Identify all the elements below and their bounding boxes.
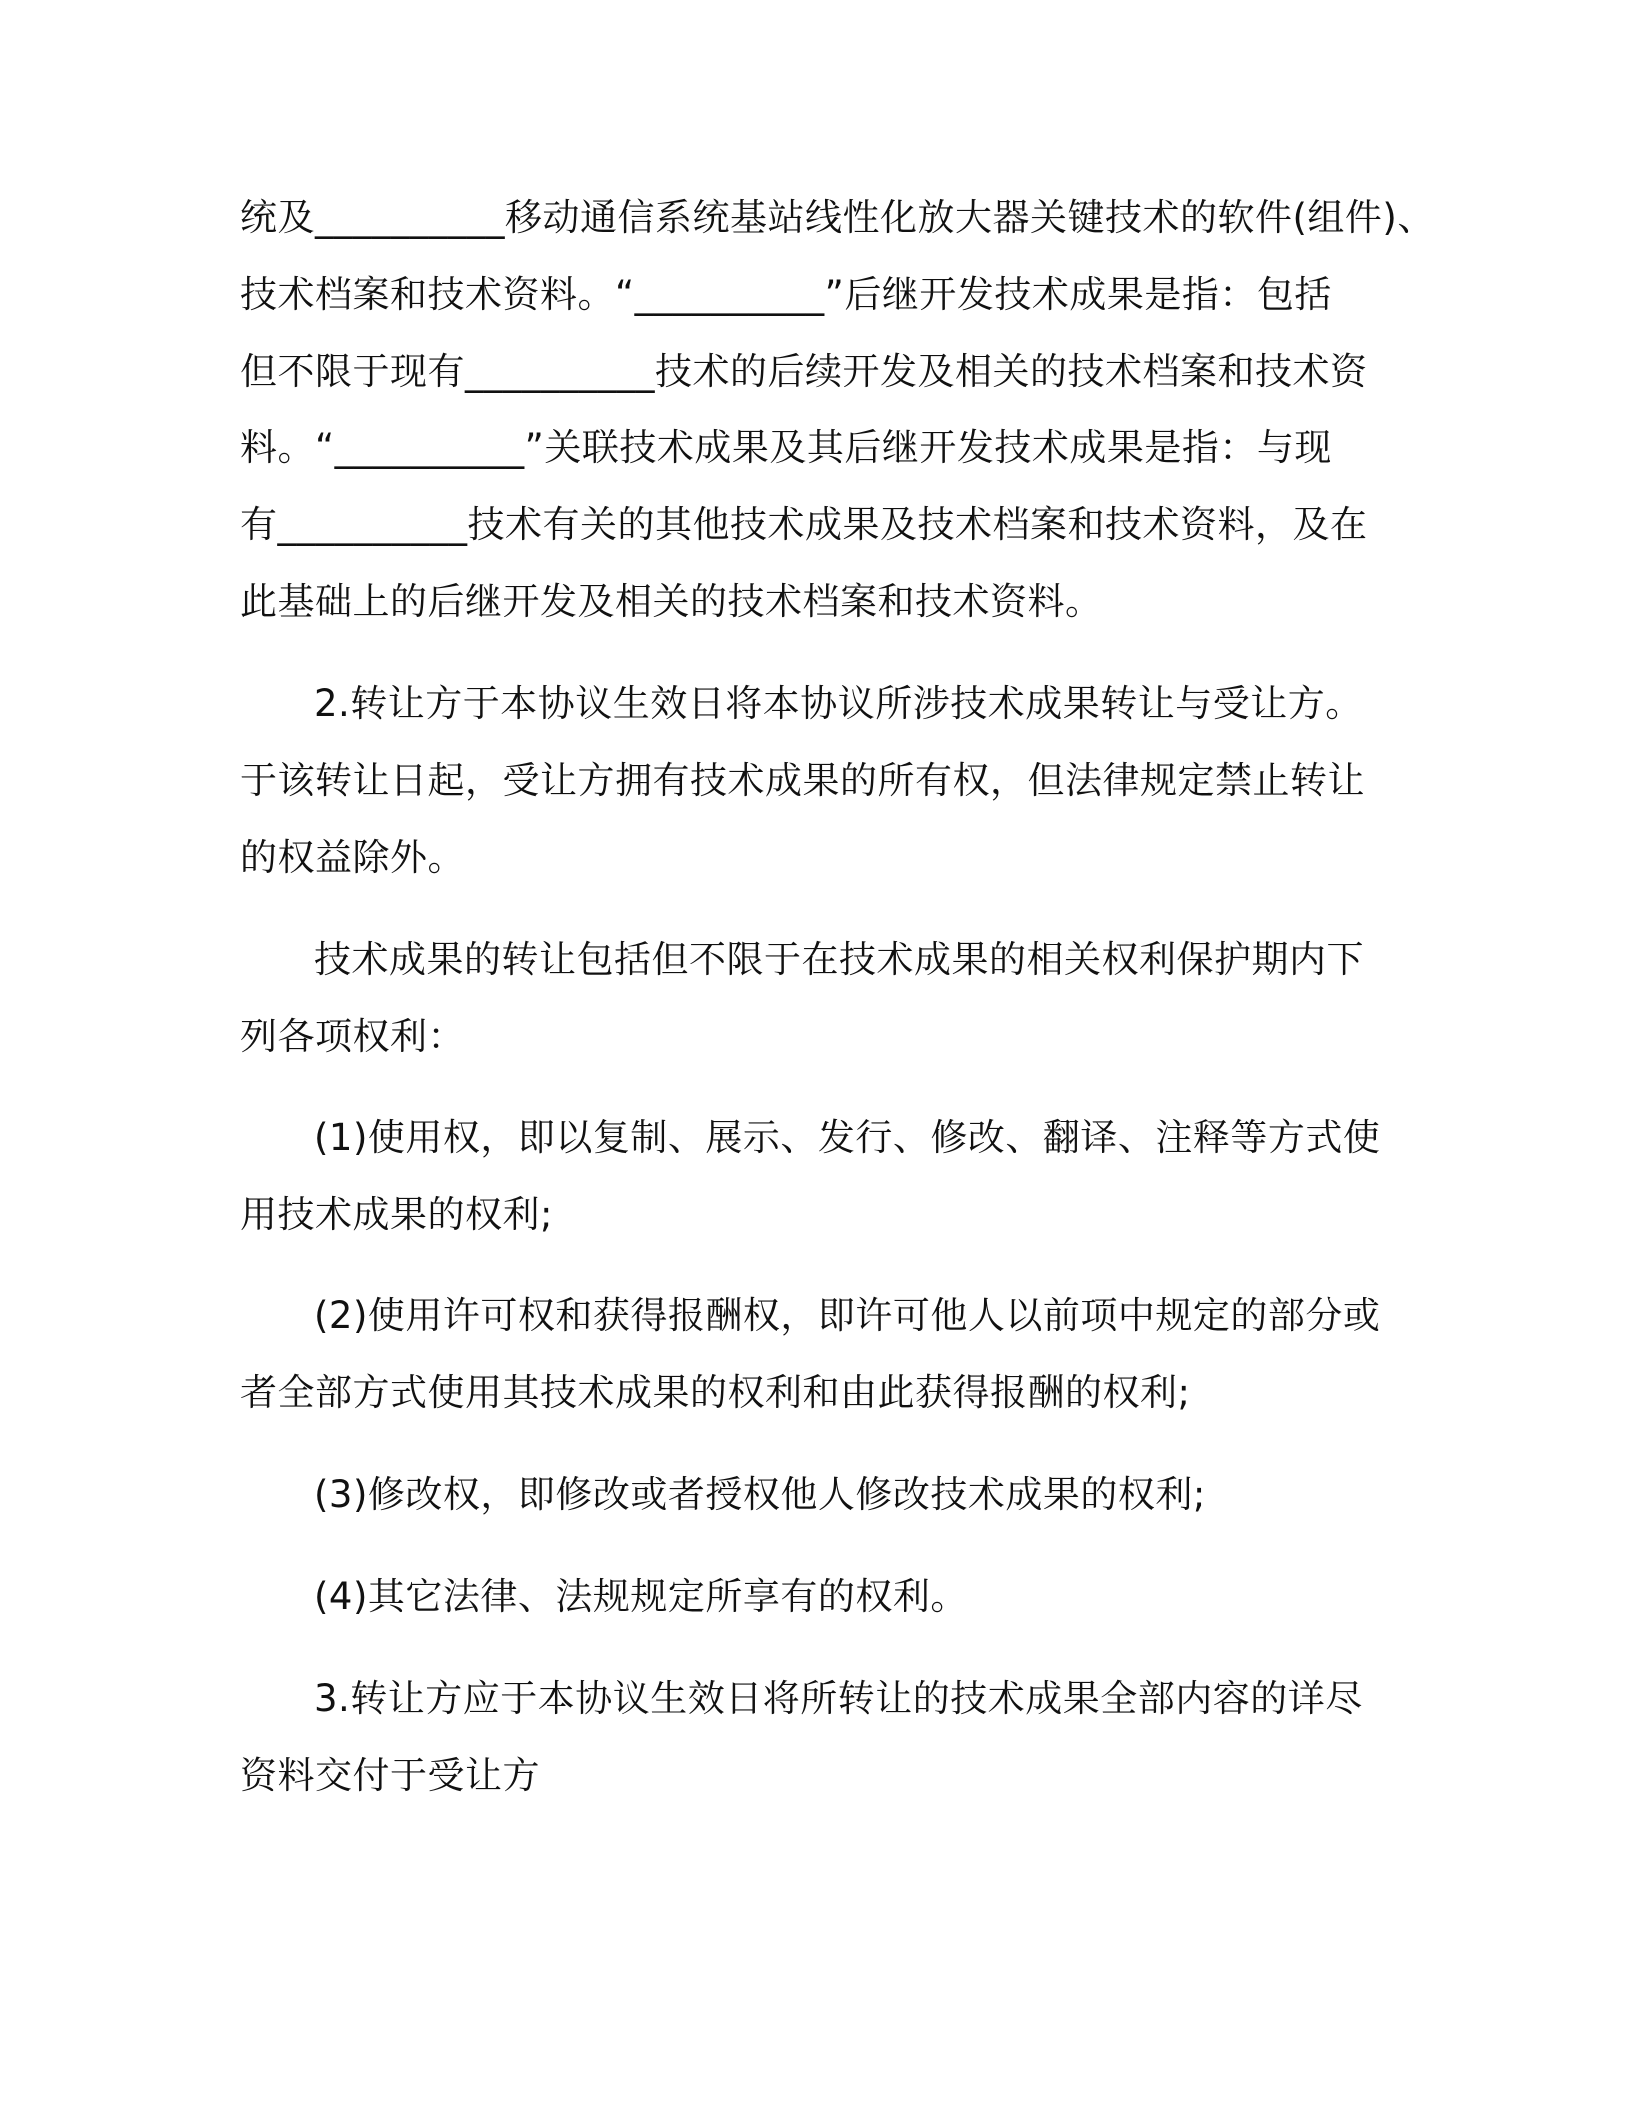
- item-4-line-1: (4)其它法律、法规规定所享有的权利。: [314, 1575, 968, 1618]
- paragraph-2-line-3: 的权益除外。: [240, 836, 465, 879]
- item-1-line-1: (1)使用权，即以复制、展示、发行、修改、翻译、注释等方式使: [314, 1116, 1381, 1159]
- paragraph-1-line-6: 此基础上的后继开发及相关的技术档案和技术资料。: [240, 580, 1103, 623]
- paragraph-4-line-1: 3.转让方应于本协议生效日将所转让的技术成果全部内容的详尽: [314, 1677, 1363, 1720]
- paragraph-2-line-1: 2.转让方于本协议生效日将本协议所涉技术成果转让与受让方。: [314, 682, 1363, 725]
- paragraph-1-line-3: 但不限于现有__________技术的后续开发及相关的技术档案和技术资: [240, 350, 1368, 393]
- item-2-line-2: 者全部方式使用其技术成果的权利和由此获得报酬的权利;: [240, 1371, 1191, 1414]
- paragraph-1-line-1: 统及__________移动通信系统基站线性化放大器关键技术的软件(组件)、: [240, 196, 1435, 239]
- item-1-line-2: 用技术成果的权利;: [240, 1193, 553, 1236]
- paragraph-1-line-4: 料。“__________”关联技术成果及其后继开发技术成果是指：与现: [240, 426, 1332, 469]
- item-2-line-1: (2)使用许可权和获得报酬权，即许可他人以前项中规定的部分或: [314, 1294, 1381, 1337]
- paragraph-3-line-1: 技术成果的转让包括但不限于在技术成果的相关权利保护期内下: [314, 938, 1364, 981]
- paragraph-2-line-2: 于该转让日起，受让方拥有技术成果的所有权，但法律规定禁止转让: [240, 759, 1365, 802]
- paragraph-1-line-2: 技术档案和技术资料。“__________”后继开发技术成果是指：包括: [240, 273, 1332, 316]
- paragraph-4-line-2: 资料交付于受让方: [240, 1754, 540, 1797]
- item-3-line-1: (3)修改权，即修改或者授权他人修改技术成果的权利;: [314, 1473, 1206, 1516]
- paragraph-1-line-5: 有__________技术有关的其他技术成果及技术档案和技术资料，及在: [240, 503, 1368, 546]
- paragraph-3-line-2: 列各项权利：: [240, 1015, 465, 1058]
